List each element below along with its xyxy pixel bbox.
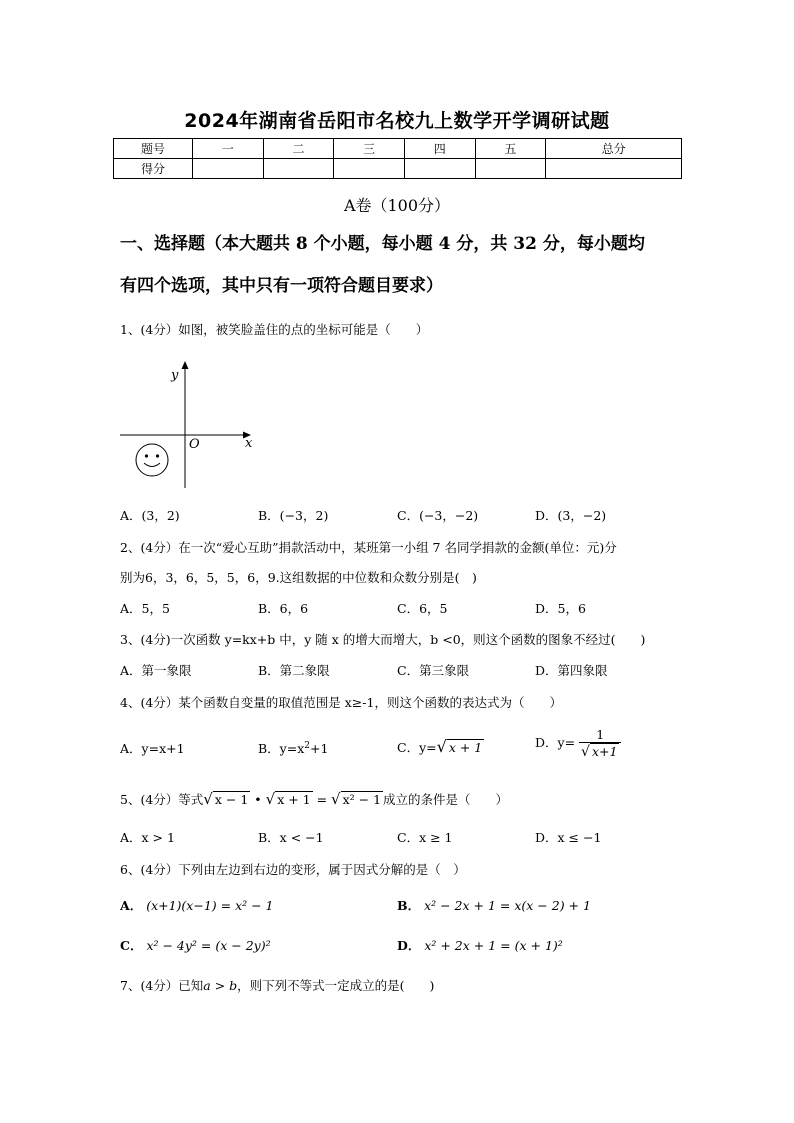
table-row — [114, 159, 682, 179]
q4-b-sup: 2 — [304, 740, 311, 751]
q6-option-d — [397, 936, 563, 954]
q5-dot: • — [250, 792, 266, 807]
q3-option-c: C．第三象限 — [397, 663, 470, 678]
q4-option-a: A．y=x+1 — [120, 741, 185, 756]
page-title: 2024年湖南省岳阳市名校九上数学开学调研试题 — [184, 110, 610, 132]
question-5-stem: 5、(4分）等式√ x − 1 • √ x + 1 = √ x² − 1 成立的条件是（ ） — [120, 790, 509, 808]
q3-option-d: D．第四象限 — [535, 663, 608, 678]
question-3-stem: 3、(4分)一次函数 y=kx+b 中，y 随 x 的增大而增大，b <0，则这个函数的图象不经过( ) — [120, 632, 646, 647]
table-cell — [334, 159, 405, 179]
table-cell: 题号 — [114, 139, 193, 159]
q6-c-expr: x² − 4y² = (x − 2y)² — [146, 938, 271, 953]
q2-option-a: A．5，5 — [120, 601, 170, 616]
q4-b-pre: B．y=x — [258, 741, 305, 756]
q4-d-fraction: $\frac{1}{√ x+1}$ — [579, 727, 621, 760]
question-1-stem: 1、(4分）如图，被笑脸盖住的点的坐标可能是（ ） — [120, 322, 429, 337]
question-2-line2: 别为6，3，6，5，5，6，9.这组数据的中位数和众数分别是( ) — [120, 570, 477, 585]
q5-radical-3: x² − 1 — [342, 792, 382, 807]
q5-post: 成立的条件是（ ） — [383, 792, 509, 807]
y-axis-label: y — [171, 368, 179, 383]
table-cell: 四 — [404, 139, 475, 159]
q3-option-a: A．第一象限 — [120, 663, 192, 678]
q5-option-a: A．x > 1 — [120, 830, 175, 845]
q4-option-d — [535, 727, 621, 760]
q7-post: ，则下列不等式一定成立的是( ) — [237, 978, 435, 993]
q2-option-c: C．6，5 — [397, 601, 448, 616]
q6-option-b — [397, 896, 591, 914]
table-cell: 三 — [334, 139, 405, 159]
q2-option-d: D．5，6 — [535, 601, 586, 616]
q5-option-d: D．x ≤ −1 — [535, 830, 602, 845]
q7-math: a > b — [203, 978, 238, 993]
q6-option-c — [120, 936, 271, 954]
q4-option-c: C．y=√ x + 1 — [397, 737, 483, 756]
q5-option-b: B．x < −1 — [258, 830, 324, 845]
q4-b-post: +1 — [310, 741, 329, 756]
x-axis-label: x — [245, 436, 253, 451]
question-4-stem: 4、(4分）某个函数自变量的取值范围是 x≥-1，则这个函数的表达式为（ ） — [120, 695, 562, 710]
question-6-stem: 6、(4分）下列由左边到右边的变形，属于因式分解的是（ ） — [120, 862, 466, 877]
q6-b-expr: x² − 2x + 1 = x(x − 2) + 1 — [424, 898, 591, 913]
volume-heading: A卷（100分） — [343, 196, 451, 215]
table-cell — [546, 159, 682, 179]
q6-c-label: C． — [120, 938, 143, 953]
origin-label: O — [189, 437, 200, 452]
q2-option-b: B．6，6 — [258, 601, 309, 616]
q6-d-expr: x² + 2x + 1 = (x + 1)² — [424, 938, 563, 953]
q6-option-a — [120, 896, 274, 914]
smiley-face-icon — [136, 444, 168, 476]
q5-radical-2: x + 1 — [277, 792, 311, 807]
q4-d-denominator: x+1 — [591, 744, 618, 759]
question-7-stem — [120, 976, 434, 994]
q5-radical-1: x − 1 — [214, 792, 249, 807]
table-cell: 得分 — [114, 159, 193, 179]
q5-pre: 5、(4分）等式 — [120, 792, 204, 807]
q4-c-radicand: x + 1 — [448, 740, 483, 755]
table-cell: 一 — [193, 139, 264, 159]
table-cell: 二 — [263, 139, 334, 159]
section-heading-line1: 一、选择题（本大题共 8 个小题，每小题 4 分，共 32 分，每小题均 — [120, 234, 645, 254]
question-2-line1: 2、(4分）在一次“爱心互助”捐款活动中，某班第一小组 7 名同学捐款的金额(单位：元)分 — [120, 540, 617, 555]
q1-option-a: A．(3，2) — [120, 508, 180, 523]
table-row — [114, 139, 682, 159]
q3-option-b: B．第二象限 — [258, 663, 330, 678]
score-table — [113, 138, 682, 179]
table-cell — [404, 159, 475, 179]
coordinate-figure — [115, 358, 265, 493]
section-heading-line2: 有四个选项，其中只有一项符合题目要求） — [120, 276, 443, 296]
q4-d-numerator: 1 — [596, 727, 605, 742]
q7-pre: 7、(4分）已知 — [120, 978, 204, 993]
table-cell: 总分 — [546, 139, 682, 159]
q1-option-c: C．(−3，−2) — [397, 508, 479, 523]
q4-d-pre: D．y= — [535, 735, 576, 750]
q6-b-label: B． — [397, 898, 421, 913]
q4-option-b — [258, 739, 328, 757]
q6-a-label: A． — [120, 898, 143, 913]
table-cell — [263, 159, 334, 179]
q4-c-pre: C．y= — [397, 740, 437, 755]
q1-option-d: D．(3，−2) — [535, 508, 607, 523]
q1-option-b: B．(−3，2) — [258, 508, 329, 523]
table-cell: 五 — [475, 139, 546, 159]
q5-eq: = — [312, 792, 332, 807]
q5-option-c: C．x ≥ 1 — [397, 830, 453, 845]
table-cell — [475, 159, 546, 179]
table-cell — [193, 159, 264, 179]
q6-a-expr: (x+1)(x−1) = x² − 1 — [146, 898, 274, 913]
q6-d-label: D． — [397, 938, 421, 953]
